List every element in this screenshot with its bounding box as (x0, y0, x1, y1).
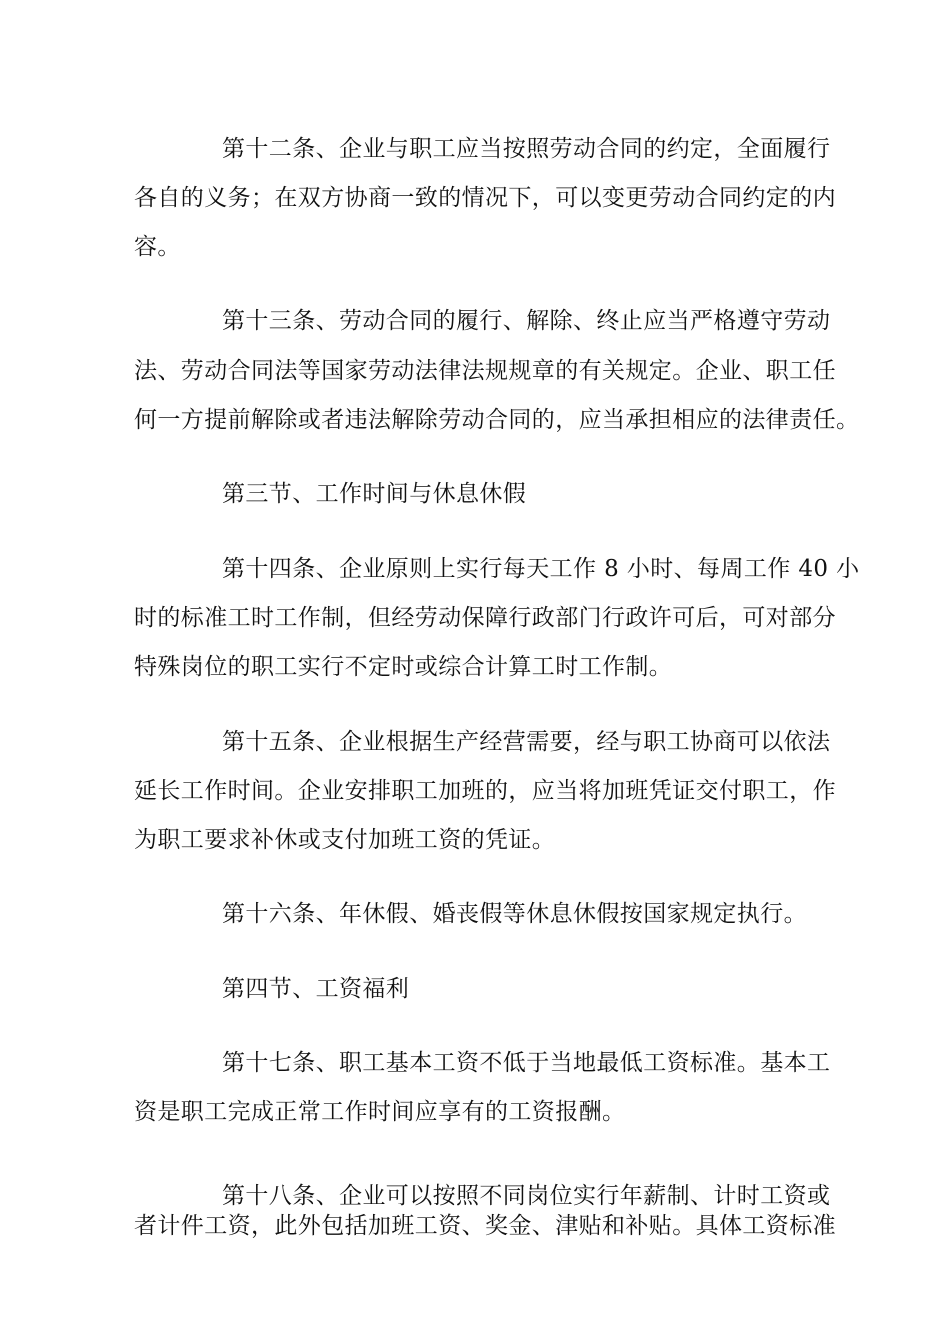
paragraph-line: 第十五条、企业根据生产经营需要，经与职工协商可以依法 (222, 729, 831, 755)
paragraph-line: 时的标准工时工作制，但经劳动保障行政部门行政许可后，可对部分 (134, 605, 836, 631)
paragraph-line: 资是职工完成正常工作时间应享有的工资报酬。 (134, 1099, 626, 1125)
paragraph-line: 第十六条、年休假、婚丧假等休息休假按国家规定执行。 (222, 901, 807, 927)
section-heading: 第三节、工作时间与休息休假 (222, 481, 527, 507)
paragraph-line: 第十三条、劳动合同的履行、解除、终止应当严格遵守劳动 (222, 308, 831, 334)
paragraph-line: 各自的义务；在双方协商一致的情况下，可以变更劳动合同约定的内 (134, 185, 836, 211)
paragraph-line: 第十七条、职工基本工资不低于当地最低工资标准。基本工 (222, 1050, 831, 1076)
paragraph-line: 第十四条、企业原则上实行每天工作 8 小时、每周工作 40 小 (222, 556, 860, 582)
paragraph-line: 为职工要求补休或支付加班工资的凭证。 (134, 827, 556, 853)
paragraph-line: 特殊岗位的职工实行不定时或综合计算工时工作制。 (134, 654, 673, 680)
paragraph-line: 者计件工资，此外包括加班工资、奖金、津贴和补贴。具体工资标准 (134, 1213, 836, 1239)
paragraph-line: 容。 (134, 234, 181, 260)
paragraph-line: 第十二条、企业与职工应当按照劳动合同的约定，全面履行 (222, 136, 831, 162)
paragraph-line: 何一方提前解除或者违法解除劳动合同的，应当承担相应的法律责任。 (134, 407, 860, 433)
paragraph-line: 延长工作时间。企业安排职工加班的，应当将加班凭证交付职工，作 (134, 778, 836, 804)
paragraph-line: 第十八条、企业可以按照不同岗位实行年薪制、计时工资或 (222, 1183, 831, 1209)
paragraph-line: 法、劳动合同法等国家劳动法律法规规章的有关规定。企业、职工任 (134, 358, 836, 384)
section-heading: 第四节、工资福利 (222, 976, 410, 1002)
